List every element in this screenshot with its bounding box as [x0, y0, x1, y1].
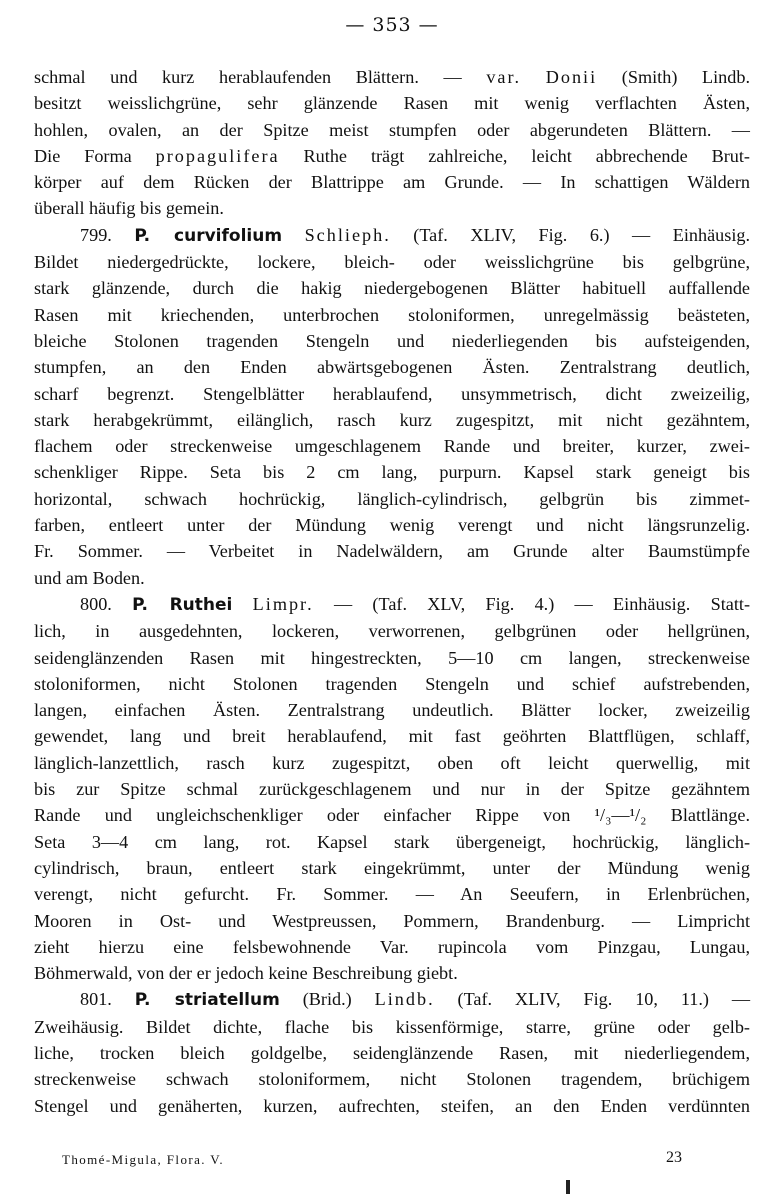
- text-segment: lich, in ausgedehnten, lockeren, verworrenen, gelbgrünen oder hellgrünen,: [34, 621, 750, 642]
- text-segment: flachem oder streckenweise umgeschlagenem Rande und breiter, kurzer, zwei-: [34, 436, 750, 457]
- text-line: [34, 671, 750, 697]
- text-segment: Böhmerwald, von der er jedoch keine Beschreibung giebt.: [34, 963, 458, 984]
- text-segment: 799.: [80, 224, 135, 245]
- page-number: — 353 —: [345, 14, 439, 36]
- text-line: [34, 381, 750, 407]
- text-segment: Bildet niedergedrückte, lockere, bleich- oder weisslichgrüne bis gelbgrüne,: [34, 252, 750, 273]
- text-segment: schmal und kurz herablaufenden Blättern. —: [34, 67, 487, 87]
- text-line: [34, 829, 750, 855]
- text-segment: Stengel und genäherten, kurzen, aufrechten, steifen, an den Enden verdünnten: [34, 1095, 750, 1116]
- text-segment: länglich-lanzettlich, rasch kurz zugespitzt, oben oft leicht querwellig, mit: [34, 752, 750, 773]
- text-segment: propagulifera: [155, 145, 280, 166]
- text-segment: [232, 594, 252, 614]
- text-line: [34, 802, 750, 828]
- body-text: [34, 64, 750, 1119]
- text-line: [34, 1040, 750, 1066]
- ink-mark: [566, 1180, 570, 1194]
- text-line: [34, 512, 750, 538]
- text-segment: bis zur Spitze schmal zurückgeschlagenem und nur in der Spitze gezähntem: [34, 779, 750, 800]
- text-line: [34, 328, 750, 354]
- sheet-number: 23: [666, 1149, 682, 1166]
- text-segment: Ruthe trägt zahlreiche, leicht abbrechende Brut-: [279, 145, 750, 166]
- text-segment: Fr. Sommer. — Verbeitet in Nadelwäldern, am Grunde alter Baumstümpfe: [34, 541, 750, 562]
- text-segment: stark herabgekrümmt, eilänglich, rasch kurz zugespitzt, mit nicht gezähntem,: [34, 409, 750, 430]
- text-line: [34, 618, 750, 644]
- text-line: [34, 354, 750, 380]
- text-line: [34, 697, 750, 723]
- text-segment: gewendet, lang und breit herablaufend, mit fast geöhrten Blattflügen, schlaff,: [34, 726, 750, 747]
- text-line: [34, 645, 750, 671]
- text-line: [34, 591, 750, 618]
- text-segment: (Brid.): [279, 989, 375, 1010]
- text-segment: 800.: [80, 593, 133, 614]
- text-line: [34, 1066, 750, 1092]
- text-segment: besitzt weisslichgrüne, sehr glänzende Rasen mit wenig verflachten Ästen,: [34, 93, 750, 114]
- text-segment: Mooren in Ost- und Westpreussen, Pommern, Brandenburg. — Limpricht: [34, 910, 750, 931]
- text-line: [34, 881, 750, 907]
- footer-citation: Thomé-Migula, Flora. V.: [62, 1152, 225, 1167]
- text-segment: (Taf. XLIV, Fig. 10, 11.) —: [434, 989, 751, 1010]
- text-segment: scharf begrenzt. Stengelblätter herablaufend, unsymmetrisch, dicht zweizeilig,: [34, 383, 750, 404]
- text-segment: zieht hierzu eine felsbewohnende Var. rupincola vom Pinzgau, Lungau,: [34, 936, 750, 957]
- text-segment: var.: [486, 67, 522, 87]
- text-segment: körper auf dem Rücken der Blattrippe am Grunde. — In schattigen Wäldern: [34, 172, 750, 193]
- text-line: [34, 90, 750, 116]
- text-segment: [521, 67, 546, 87]
- text-line: [34, 302, 750, 328]
- text-segment: und am Boden.: [34, 567, 145, 588]
- text-segment: Lindb.: [374, 989, 435, 1010]
- text-segment: 801.: [80, 989, 135, 1010]
- text-segment: — (Taf. XLV, Fig. 4.) — Einhäusig. Statt-: [313, 593, 751, 614]
- text-segment: bleiche Stolonen tragenden Stengeln und niederliegenden bis aufsteigenden,: [34, 330, 750, 351]
- text-segment: liche, trocken bleich goldgelbe, seidenglänzende Rasen, mit niederliegendem,: [34, 1042, 750, 1063]
- text-line: [34, 1014, 750, 1040]
- text-line: [34, 934, 750, 960]
- text-line: [34, 117, 750, 143]
- text-segment: langen, einfachen Ästen. Zentralstrang undeutlich. Blätter locker, zweizeilig: [34, 700, 750, 721]
- text-line: [34, 195, 750, 221]
- text-line: [34, 64, 750, 90]
- text-segment: Donii: [545, 67, 598, 87]
- text-line: [34, 538, 750, 564]
- text-segment: stark glänzende, durch die hakig niedergebogenen Blätter habituell auffallende: [34, 278, 750, 299]
- text-segment: schenkliger Rippe. Seta bis 2 cm lang, purpurn. Kapsel stark geneigt bis: [34, 462, 750, 483]
- text-line: [34, 433, 750, 459]
- text-line: [34, 459, 750, 485]
- text-segment: Rasen mit kriechenden, unterbrochen stoloniformen, unregelmässig beästeten,: [34, 304, 750, 325]
- text-segment: farben, entleert unter der Mündung wenig verengt und nicht längsrunzelig.: [34, 515, 750, 536]
- text-segment: stoloniformen, nicht Stolonen tragenden Stengeln und schief aufstrebenden,: [34, 673, 750, 694]
- text-line: [34, 169, 750, 195]
- text-segment: hohlen, ovalen, an der Spitze meist stumpfen oder abgerundeten Blättern. —: [34, 119, 750, 140]
- text-line: [34, 407, 750, 433]
- text-line: [34, 723, 750, 749]
- species-name: P. curvifolium: [134, 225, 283, 246]
- text-segment: [282, 225, 305, 245]
- text-line: [34, 249, 750, 275]
- species-name: P. Ruthei: [132, 594, 233, 615]
- text-line: [34, 486, 750, 512]
- text-line: [34, 565, 750, 591]
- text-segment: horizontal, schwach hochrückig, länglich-cylindrisch, gelbgrün bis zimmet-: [34, 488, 750, 509]
- species-name: P. striatellum: [134, 990, 280, 1011]
- text-line: [34, 986, 750, 1013]
- text-segment: Die Forma: [34, 145, 156, 166]
- text-line: [34, 275, 750, 301]
- text-segment: Seta 3—4 cm lang, rot. Kapsel stark übergeneigt, hochrückig, länglich-: [34, 831, 750, 852]
- footer: [62, 1149, 682, 1168]
- text-segment: streckenweise schwach stoloniformem, nicht Stolonen tragendem, brüchigem: [34, 1069, 750, 1090]
- text-line: [34, 222, 750, 249]
- text-segment: (Taf. XLIV, Fig. 6.) — Einhäusig.: [390, 224, 751, 245]
- text-segment: Schlieph.: [304, 224, 391, 245]
- text-segment: stumpfen, an den Enden abwärtsgebogenen Ästen. Zentralstrang deutlich,: [34, 357, 750, 378]
- text-line: [34, 960, 750, 986]
- text-segment: seidenglänzenden Rasen mit hingestreckten, 5—10 cm langen, streckenweise: [34, 647, 750, 668]
- text-line: [34, 750, 750, 776]
- text-segment: verengt, nicht gefurcht. Fr. Sommer. — An Seeufern, in Erlenbrüchen,: [34, 884, 750, 905]
- text-line: [34, 776, 750, 802]
- text-line: [34, 143, 750, 169]
- text-segment: (Smith) Lindb.: [597, 67, 751, 87]
- text-line: [34, 908, 750, 934]
- text-segment: Zweihäusig. Bildet dichte, flache bis kissenförmige, starre, grüne oder gelb-: [34, 1016, 750, 1037]
- text-line: [34, 855, 750, 881]
- text-segment: Limpr.: [252, 593, 314, 614]
- text-line: [34, 1093, 750, 1119]
- text-segment: Rande und ungleichschenkliger oder einfacher Rippe von ¹/₃—¹/₂ Blattlänge.: [34, 805, 750, 826]
- text-segment: überall häufig bis gemein.: [34, 198, 224, 219]
- text-segment: cylindrisch, braun, entleert stark eingekrümmt, unter der Mündung wenig: [34, 857, 750, 878]
